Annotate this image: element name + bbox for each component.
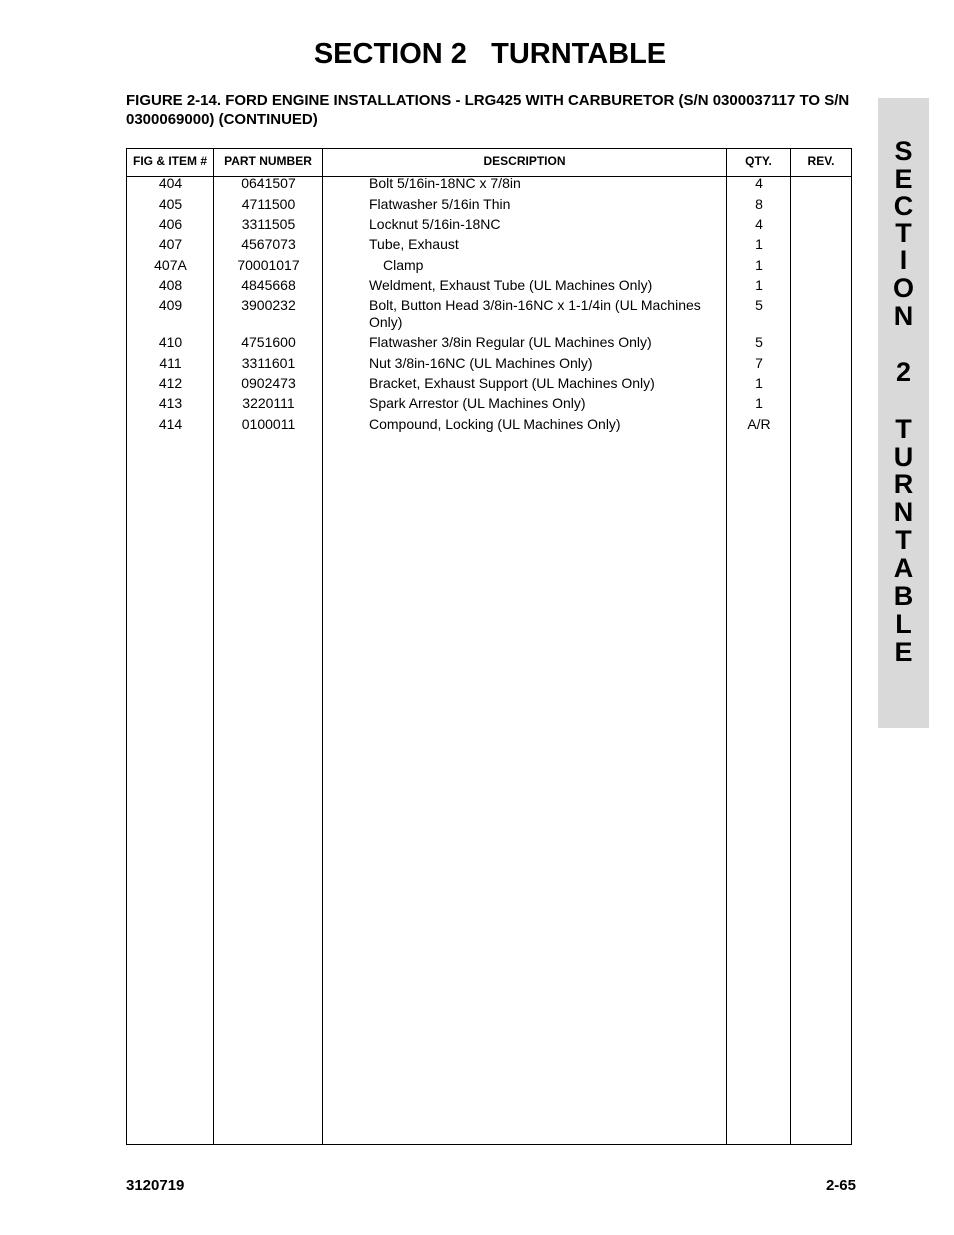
quantity: 1 <box>755 395 763 411</box>
quantity: 1 <box>755 236 763 252</box>
quantity: 5 <box>755 334 763 350</box>
side-tab-letter: U <box>893 442 914 472</box>
description: Bolt, Button Head 3/8in-16NC x 1-1/4in (UL Machines Only) <box>369 297 701 330</box>
part-number: 4845668 <box>241 277 296 293</box>
header-qty: QTY. <box>745 154 772 168</box>
part-number: 4567073 <box>241 236 296 252</box>
section-title: SECTION 2 TURNTABLE <box>313 38 667 70</box>
item-number: 406 <box>158 216 183 232</box>
header-part-number: PART NUMBER <box>224 154 312 168</box>
description: Weldment, Exhaust Tube (UL Machines Only) <box>369 277 653 293</box>
side-tab-letter: T <box>895 414 912 444</box>
side-tab-letter: R <box>893 469 914 499</box>
item-number: 414 <box>158 416 183 432</box>
document-number: 3120719 <box>126 1177 185 1194</box>
quantity: 1 <box>755 257 763 273</box>
description: Clamp <box>383 257 424 273</box>
side-tab-letter: O <box>892 273 914 303</box>
figure-title: FIGURE 2-14. FORD ENGINE INSTALLATIONS - LRG425 WITH CARBURETOR (S/N 0300037117 TO S/N 0300069000) (CONTINUED) <box>126 92 850 128</box>
description: Bracket, Exhaust Support (UL Machines Only) <box>369 375 655 391</box>
item-number: 408 <box>158 277 183 293</box>
item-number: 407A <box>154 257 187 273</box>
part-number: 0641507 <box>241 175 296 191</box>
item-number: 405 <box>158 196 183 212</box>
quantity: 4 <box>755 216 763 232</box>
header-fig-item: FIG & ITEM # <box>132 154 207 168</box>
item-number: 412 <box>158 375 183 391</box>
page-number: 2-65 <box>825 1177 856 1194</box>
side-tab-letter: T <box>895 218 912 248</box>
description: Flatwasher 3/8in Regular (UL Machines Only) <box>369 334 652 350</box>
side-tab-letter: 2 <box>895 357 912 387</box>
item-number: 410 <box>158 334 183 350</box>
quantity: 1 <box>755 375 763 391</box>
part-number: 4751600 <box>241 334 296 350</box>
quantity: 4 <box>755 175 763 191</box>
side-tab-letter: N <box>893 497 914 527</box>
side-tab-letter: B <box>893 581 914 611</box>
quantity: 1 <box>755 277 763 293</box>
part-number: 3220111 <box>242 395 295 411</box>
part-number: 4711500 <box>241 196 296 212</box>
part-number: 0100011 <box>241 416 296 432</box>
description: Flatwasher 5/16in Thin <box>369 196 511 212</box>
side-tab-letter: C <box>893 191 914 221</box>
description: Locknut 5/16in-18NC <box>369 216 501 232</box>
side-tab-letter: I <box>899 245 908 275</box>
description: Nut 3/8in-16NC (UL Machines Only) <box>369 355 593 371</box>
quantity: 8 <box>755 196 763 212</box>
description: Bolt 5/16in-18NC x 7/8in <box>369 175 521 191</box>
header-description: DESCRIPTION <box>483 154 566 168</box>
side-tab-letter: A <box>893 553 914 583</box>
side-tab-letter: N <box>893 301 914 331</box>
part-number: 3900232 <box>241 297 296 313</box>
section-side-tab <box>878 98 929 728</box>
item-number: 409 <box>158 297 183 313</box>
item-number: 413 <box>158 395 183 411</box>
part-number: 3311601 <box>241 355 296 371</box>
description: Spark Arrestor (UL Machines Only) <box>369 395 586 411</box>
side-tab-letter: E <box>894 164 913 194</box>
description: Tube, Exhaust <box>369 236 459 252</box>
item-number: 407 <box>158 236 183 252</box>
side-tab-letter: T <box>895 525 912 555</box>
header-rev: REV. <box>807 154 835 168</box>
description: Compound, Locking (UL Machines Only) <box>369 416 621 432</box>
part-number: 3311505 <box>241 216 296 232</box>
quantity: 5 <box>755 297 763 313</box>
part-number: 70001017 <box>237 257 300 273</box>
quantity: A/R <box>747 416 771 432</box>
side-tab-letter: E <box>894 637 913 667</box>
quantity: 7 <box>755 355 763 371</box>
side-tab-letter: S <box>894 136 913 166</box>
item-number: 411 <box>159 355 182 371</box>
side-tab-letter: L <box>895 609 912 639</box>
parts-table <box>126 148 852 1145</box>
item-number: 404 <box>158 175 183 191</box>
part-number: 0902473 <box>241 375 296 391</box>
